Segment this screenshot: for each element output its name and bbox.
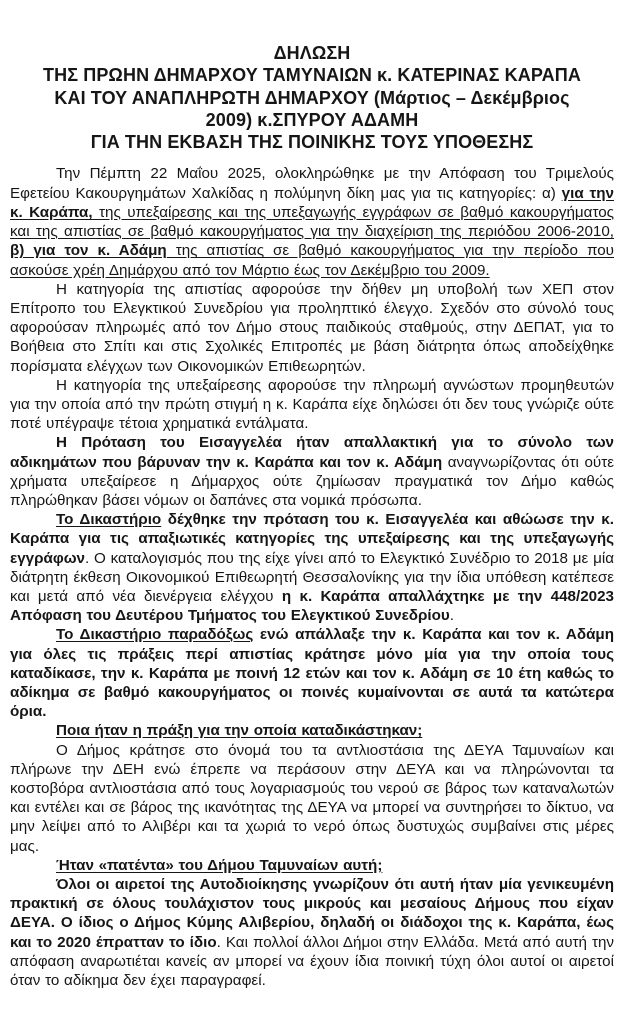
text-segment: Ποια ήταν η πράξη για την οποία καταδικάστηκαν; (56, 722, 423, 740)
text-segment: Την Πέμπτη 22 Μαΐου 2025, ολοκληρώθηκε με την Απόφαση του Τριμελούς Εφετείου Κακουργημάτων Χαλκίδας η πολύμηνη δίκη μας για τις κατηγορίες: α) (10, 165, 614, 202)
paragraph (10, 875, 614, 990)
title-line: ΔΗΛΩΣΗ (273, 43, 351, 63)
paragraph (10, 856, 614, 875)
title-line: ΤΗΣ ΠΡΩΗΝ ΔΗΜΑΡΧΟΥ ΤΑΜΥΝΑΙΩΝ κ. ΚΑΤΕΡΙΝΑΣ ΚΑΡΑΠΑ (43, 65, 581, 86)
text-segment: Η κατηγορία της απιστίας αφορούσε την δήθεν μη υποβολή των ΧΕΠ στον Επίτροπο του Ελεγκτικού Συνεδρίου για προληπτικό έλεγχο. Σχεδόν στο σύνολό τους αφορούσαν πληρωμές από τον Δήμο στους παιδικούς σταθμούς, στην ΔΕΠΑΤ, για το Βοήθεια στο Σπίτι και στις Σχολικές Επιτροπές με βάση διάτρητα όπως αποδείχθηκε πορίσματα ελέγχων των Οικονομικών Επιθεωρητών. (10, 280, 614, 375)
paragraph (10, 721, 614, 740)
text-segment: Η κατηγορία της υπεξαίρεσης αφορούσε την πληρωμή αγνώστων προμηθευτών για την οποία από την πρώτη στιγμή η κ. Καράπα είχε δηλώσει ότι δεν τους γνώριζε ούτε ποτέ υπέγραψε τέτοια χρηματικά εντάλματα. (10, 376, 614, 433)
text-segment: της απιστίας σε βαθμό κακουργήματος για την περίοδο που ασκούσε χρέη Δημάρχου από τον Μάρτιο έως τον Δεκέμβριο του 2009. (10, 242, 614, 279)
title-line: ΚΑΙ ΤΟΥ ΑΝΑΠΛΗΡΩΤΗ ΔΗΜΑΡΧΟΥ (Μάρτιος – Δεκέμβριος (54, 87, 570, 108)
document-body (10, 164, 614, 990)
text-segment: Όλοι οι αιρετοί της Αυτοδιοίκησης γνωρίζουν ότι αυτή ήταν μία γενικευμένη πρακτική σε όλους τουλάχιστον τους μικρούς και μεσαίους Δήμους που είχαν ΔΕΥΑ. Ο ίδιος ο Δήμος Κύμης Αλιβερίου, δηλαδή οι διάδοχοι της κ. Καράπα, έως και το 2020 έπρατταν το ίδιο (10, 876, 614, 951)
paragraph (10, 280, 614, 376)
text-segment: η κ. Καράπα απαλλάχτηκε με την 448/2023 Απόφαση του Δευτέρου Τμήματος του Ελεγκτικού Συνεδρίου (10, 587, 614, 625)
paragraph (10, 376, 614, 434)
text-segment: . (449, 607, 454, 625)
text-segment: Ήταν «πατέντα» του Δήμου Ταμυναίων αυτή; (56, 856, 383, 874)
title-line: 2009) κ.ΣΠΥΡΟΥ ΑΔΑΜΗ (205, 109, 419, 130)
text-segment: β) για τον κ. Αδάμη (10, 242, 167, 260)
text-segment: δέχθηκε την πρόταση του κ. Εισαγγελέα και αθώωσε την κ. Καράπα για τις απαξιωτικές κατηγορίες της υπεξαίρεσης και της υπεξαγωγής εγγράφων (10, 511, 614, 567)
text-segment: Το Δικαστήριο παραδόξως (56, 626, 254, 644)
paragraph (10, 164, 614, 279)
text-segment: Η Πρόταση του Εισαγγελέα ήταν απαλλακτική για το σύνολο των αδικημάτων που βάρυναν την κ. Καράπα και τον κ. Αδάμη (10, 434, 614, 471)
text-segment: της υπεξαίρεσης και της υπεξαγωγής εγγράφων σε βαθμό κακουργήματος και της απιστίας σε βαθμό κακουργήματος για την διαχείριση της περιόδου 2006-2010, (10, 203, 614, 241)
text-segment: Το Δικαστήριο (56, 511, 162, 529)
text-segment: . Ο καταλογισμός που της είχε γίνει από το Ελεγκτικό Συνέδριο το 2018 με μία διάτρητη έκθεση Οικονομικού Επιθεωρητή Θεσσαλονίκης για την ίδια υπόθεση κατέπεσε και μετά από νέα διενέργεια ελέγχου (10, 549, 614, 605)
paragraph (10, 433, 614, 510)
text-segment: αναγνωρίζοντας ότι ούτε χρήματα υπεξαίρεσε η Δήμαρχος ούτε ζημίωσαν πραγματικά τον Δήμο καθώς πληρώθηκαν βάσει νόμων οι δαπάνες στα νομικά πρόσωπα. (10, 453, 614, 509)
text-segment: . Και πολλοί άλλοι Δήμοι στην Ελλάδα. Μετά από αυτή την απόφαση αναρωτιέται κανείς αν μπορεί να έχουν ίδια ποινική τύχη όλοι αυτοί οι αιρετοί όταν το αδίκημα δεν έχει παραγραφεί. (10, 933, 614, 990)
paragraph (10, 625, 614, 721)
paragraph (10, 510, 614, 625)
title-line: ΓΙΑ ΤΗΝ ΕΚΒΑΣΗ ΤΗΣ ΠΟΙΝΙΚΗΣ ΤΟΥΣ ΥΠΟΘΕΣΗΣ (90, 132, 534, 153)
paragraph (10, 741, 614, 856)
text-segment: Ο Δήμος κράτησε στο όνομά του τα αντλιοστάσια της ΔΕΥΑ Ταμυναίων και πλήρωνε την ΔΕΗ ενώ έπρεπε να περάσουν στην ΔΕΥΑ και να πληρώνονται τα κοστοβόρα αντλιοστάσια από τους λογαριασμούς του νερού σε βάρος των καταναλωτών και εντέλει και σε βάρος της ικανότητας της ΔΕΥΑ να μπορεί να συντηρήσει το δίκτυο, να μην λείψει από το Αλιβέρι και τα χωριά το νερό όπως δυστυχώς συμβαίνει στις μέρες μας. (10, 741, 614, 855)
text-segment: για την κ. Καράπα, (10, 184, 614, 221)
document-title (10, 42, 614, 153)
text-segment: ενώ απάλλαξε την κ. Καράπα και τον κ. Αδάμη για όλες τις πράξεις περί απιστίας κράτησε μόνο μία για την οποία τους καταδίκασε, την κ. Καράπα με ποινή 12 ετών και τον κ. Αδάμη σε 10 έτη καθώς το αδίκημα σε βαθμό κακουργήματος οι ποινές κυμαίνονται σε αυτά τα κατώτερα όρια. (10, 626, 614, 721)
